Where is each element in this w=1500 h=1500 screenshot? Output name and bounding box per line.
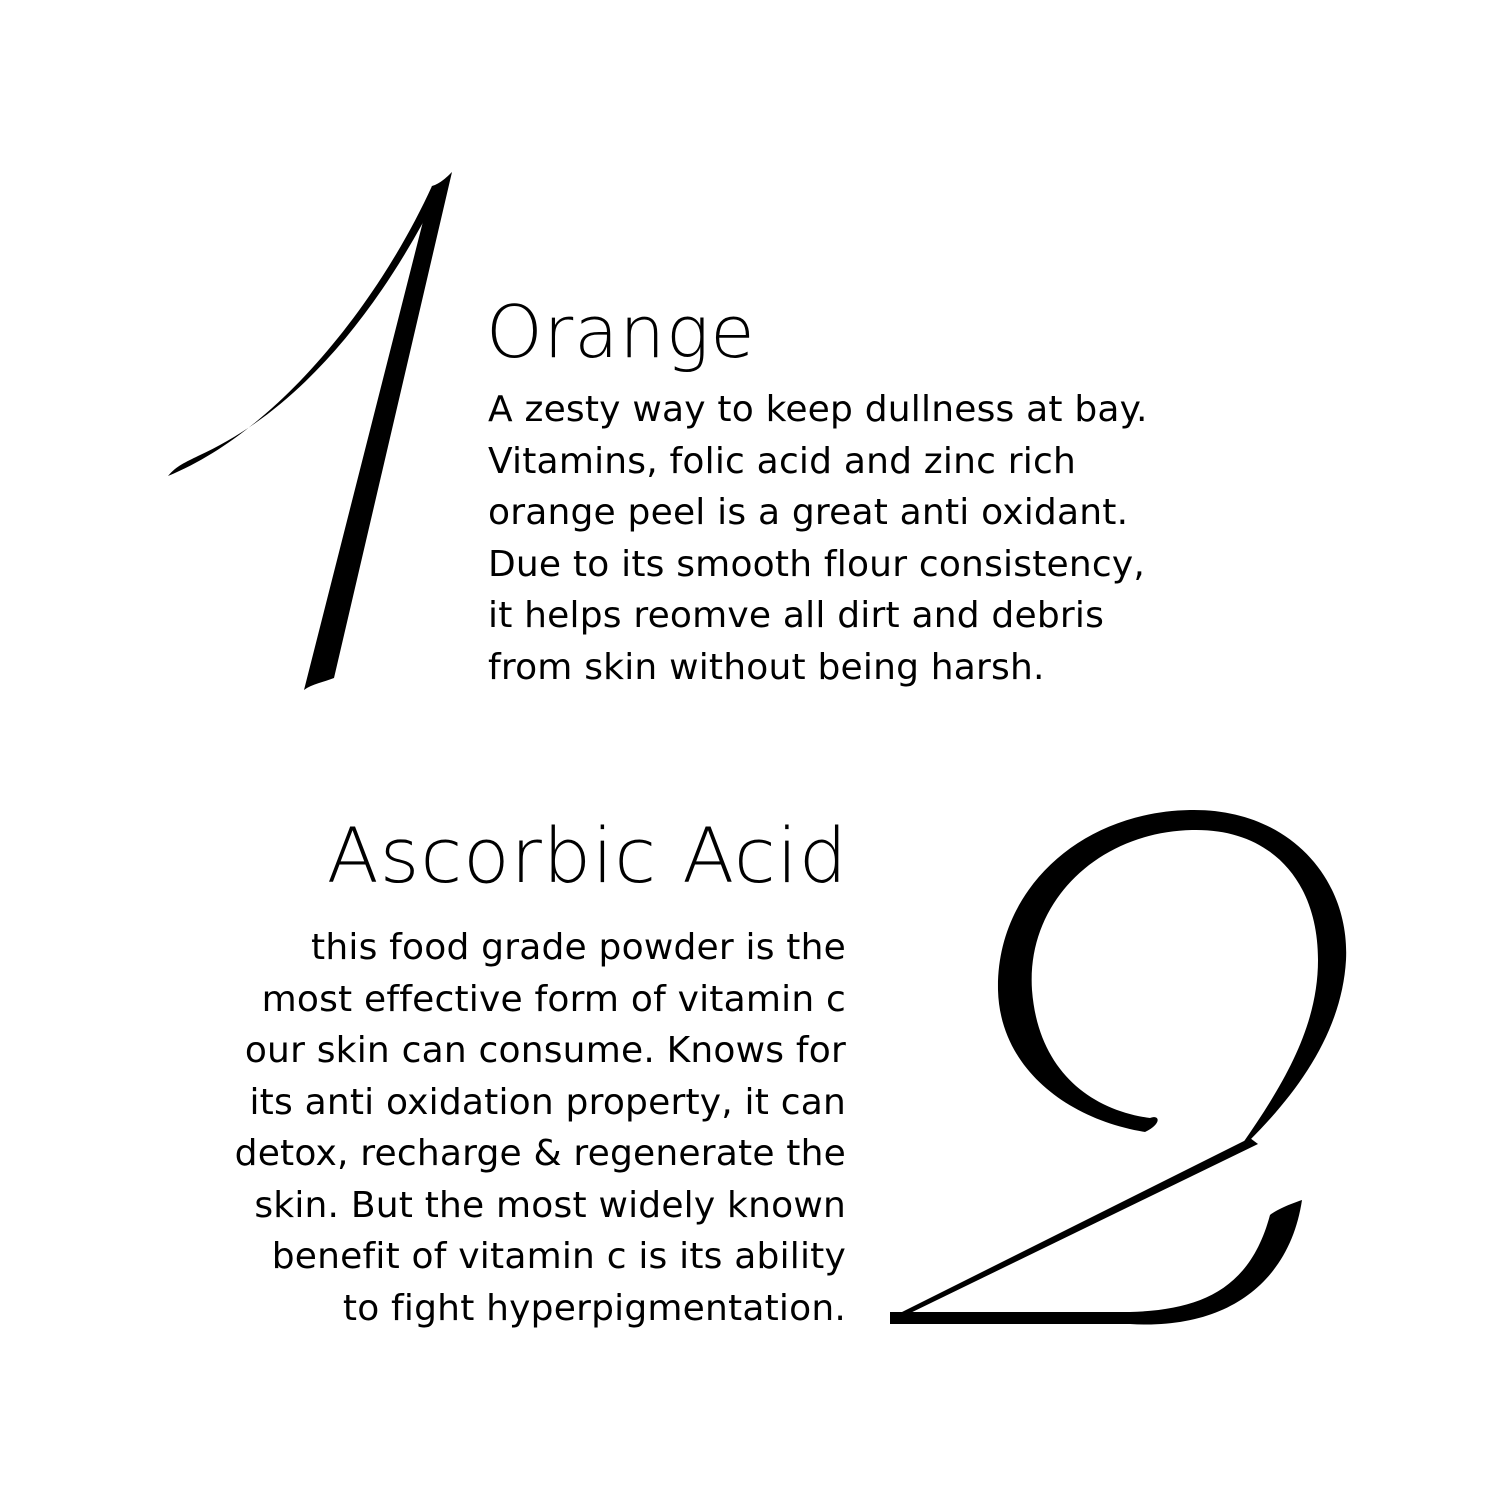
ascorbic-description-line: benefit of vitamin c is its ability (271, 1236, 846, 1277)
orange-description-line: A zesty way to keep dullness at bay. (488, 389, 1148, 430)
heading-ascorbic-acid: Ascorbic Acid (326, 811, 848, 900)
ascorbic-acid-description (100, 922, 846, 1334)
orange-description (488, 384, 1148, 693)
heading-orange: Orange (486, 290, 756, 374)
orange-description-line: Due to its smooth flour consistency, (488, 543, 1146, 585)
ascorbic-description-line: this food grade powder is the (311, 927, 846, 968)
ascorbic-description-line: skin. But the most widely known (254, 1184, 846, 1226)
ascorbic-description-line: most effective form of vitamin c (261, 978, 846, 1020)
ascorbic-description-line: our skin can consume. Knows for (244, 1030, 846, 1071)
numeral-one-glyph (160, 165, 470, 695)
ascorbic-description-line: its anti oxidation property, it can (249, 1081, 846, 1123)
ascorbic-description-line: to fight hyperpigmentation. (342, 1287, 846, 1329)
orange-description-line: Vitamins, folic acid and zinc rich (488, 440, 1076, 482)
orange-description-line: from skin without being harsh. (488, 646, 1045, 688)
numeral-two-glyph (880, 800, 1360, 1340)
orange-description-line: orange peel is a great anti oxidant. (488, 492, 1129, 533)
orange-description-line: it helps reomve all dirt and debris (488, 595, 1105, 636)
ascorbic-description-line: detox, recharge & regenerate the (234, 1133, 846, 1174)
